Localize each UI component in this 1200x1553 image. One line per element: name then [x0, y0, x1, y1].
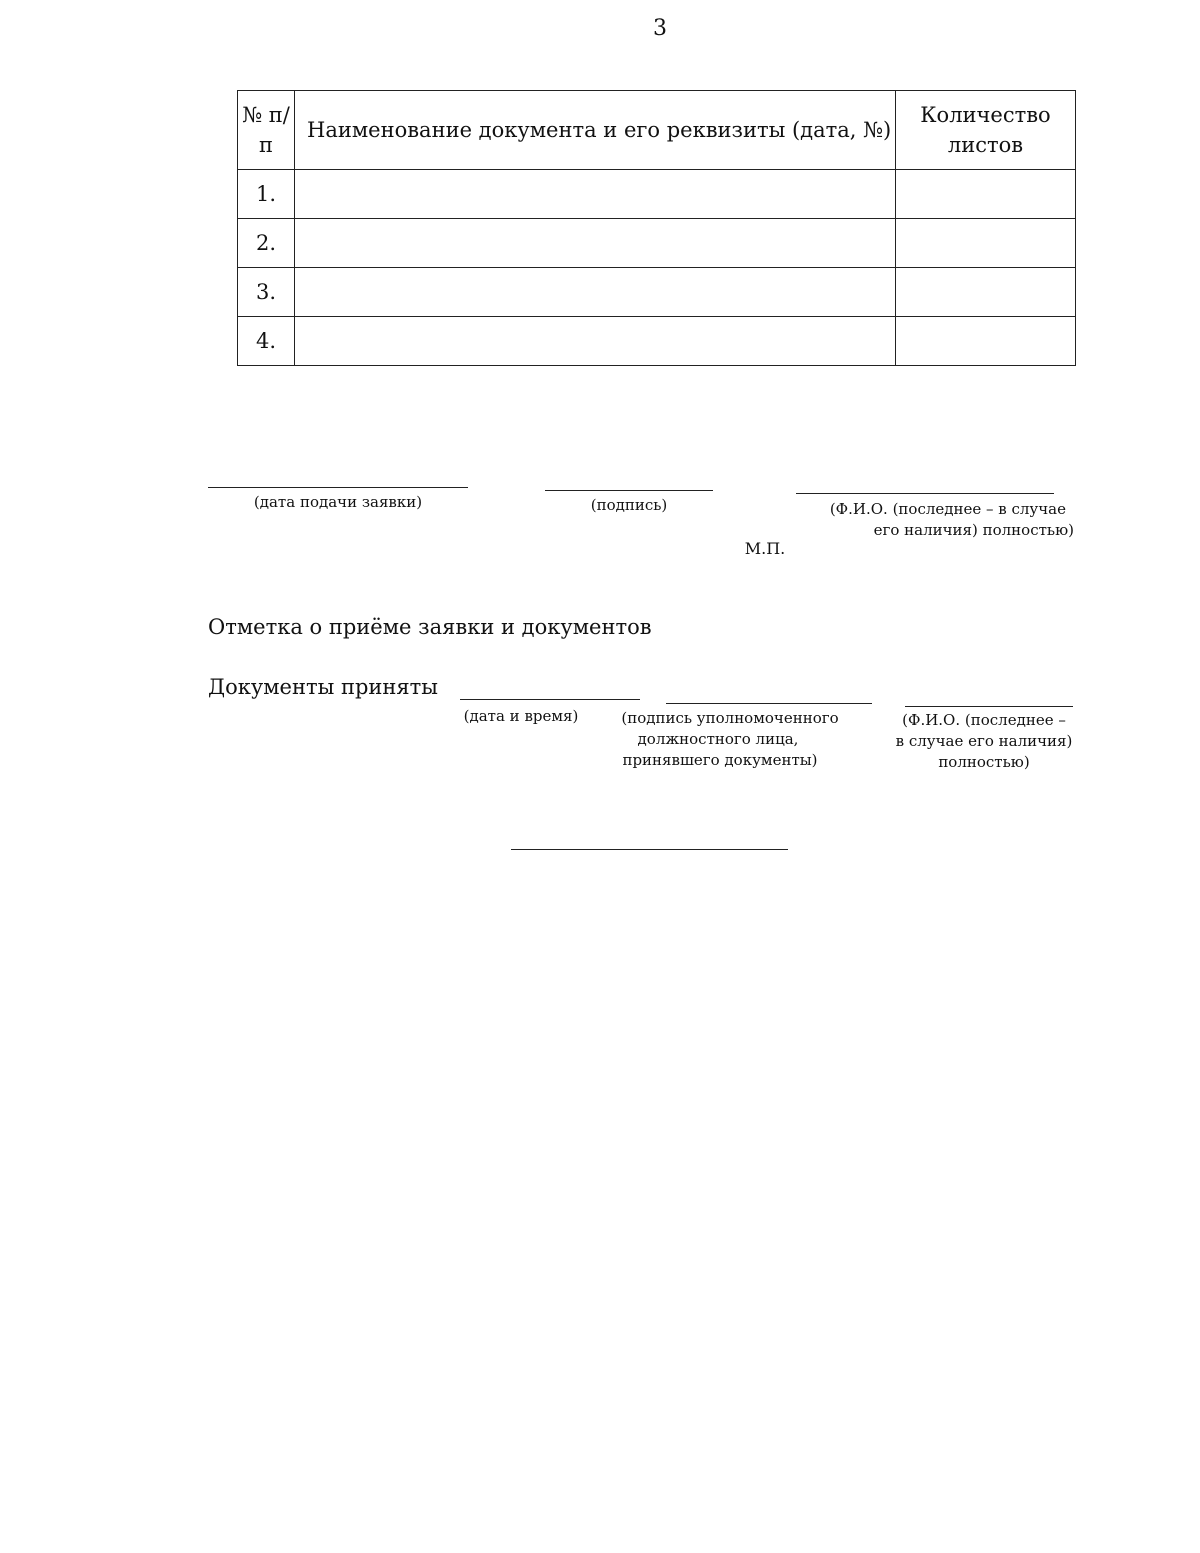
header-sheet-count: Количество листов: [896, 91, 1076, 170]
row-sheet-count[interactable]: [896, 219, 1076, 268]
applicant-name-caption-1: (Ф.И.О. (последнее – в случае: [829, 500, 1066, 518]
documents-table: [237, 90, 1076, 366]
official-name-line[interactable]: [905, 706, 1073, 707]
official-signature-line[interactable]: [666, 703, 872, 704]
official-name-caption-3: полностью): [938, 753, 1030, 771]
application-date-line[interactable]: [208, 487, 468, 488]
row-number: 2.: [238, 219, 295, 268]
row-document-name[interactable]: [295, 170, 896, 219]
table-row: [238, 219, 1076, 268]
official-signature-caption-1: (подпись уполномоченного: [621, 709, 839, 727]
row-document-name[interactable]: [295, 268, 896, 317]
header-document-name: Наименование документа и его реквизиты (дата, №): [295, 91, 896, 170]
official-name-caption-1: (Ф.И.О. (последнее –: [902, 711, 1066, 729]
table-row: [238, 317, 1076, 366]
stamp-place: М.П.: [744, 539, 786, 558]
row-number: 3.: [238, 268, 295, 317]
applicant-signature-line[interactable]: [545, 490, 713, 491]
official-signature-caption-3: принявшего документы): [622, 751, 818, 769]
acceptance-datetime-line[interactable]: [460, 699, 640, 700]
end-separator-line: [511, 849, 788, 850]
row-number: 4.: [238, 317, 295, 366]
row-sheet-count[interactable]: [896, 170, 1076, 219]
acceptance-title: Отметка о приёме заявки и документов: [208, 615, 652, 639]
row-sheet-count[interactable]: [896, 268, 1076, 317]
official-name-caption-2: в случае его наличия): [895, 732, 1073, 750]
page-number: 3: [653, 16, 667, 41]
documents-accepted-label: Документы приняты: [208, 675, 438, 699]
header-number: № п/п: [238, 91, 295, 170]
applicant-name-caption-2: его наличия) полностью): [873, 521, 1074, 539]
applicant-name-line[interactable]: [796, 493, 1054, 494]
row-sheet-count[interactable]: [896, 317, 1076, 366]
acceptance-datetime-caption: (дата и время): [463, 707, 579, 725]
row-document-name[interactable]: [295, 219, 896, 268]
applicant-signature-caption: (подпись): [590, 496, 668, 514]
official-signature-caption-2: должностного лица,: [637, 730, 799, 748]
table-row: [238, 268, 1076, 317]
application-date-caption: (дата подачи заявки): [253, 493, 423, 511]
table-header-row: [238, 91, 1076, 170]
row-document-name[interactable]: [295, 317, 896, 366]
table-row: [238, 170, 1076, 219]
row-number: 1.: [238, 170, 295, 219]
